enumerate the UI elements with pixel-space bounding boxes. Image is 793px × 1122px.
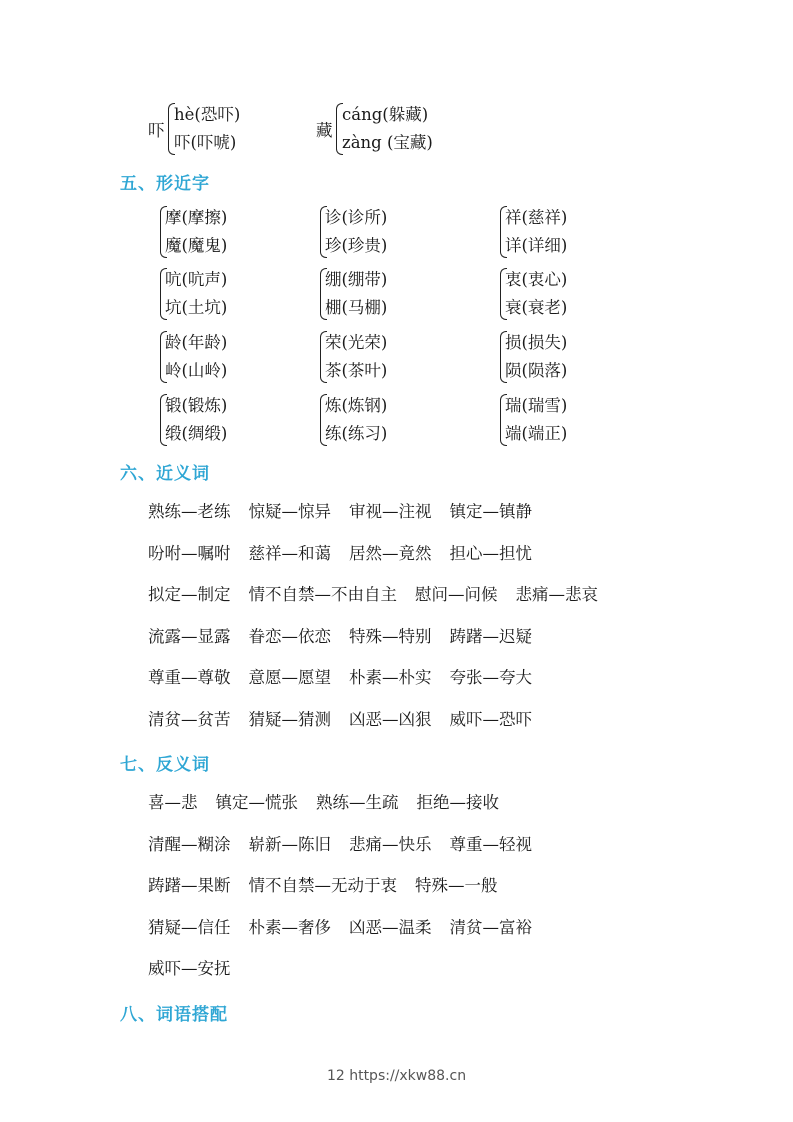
jinyi-pair: 情不自禁—不由自主: [248, 585, 397, 604]
xingjin-word: 缎(绸缎): [165, 424, 228, 443]
jinyi-pair: 惊疑—惊异: [248, 502, 331, 521]
fanyi-row: [148, 833, 550, 857]
fanyi-pair: 清醒—糊涂: [148, 834, 231, 854]
fanyi-pair: 朴素—奢侈: [248, 917, 331, 937]
xingjin-word: 诊(诊所): [325, 208, 388, 227]
duoyin-char: 藏: [316, 121, 333, 140]
jinyi-pair: 踌躇—迟疑: [449, 626, 532, 646]
xingjin-word: 祥(慈祥): [505, 208, 568, 227]
fanyi-pair: 尊重—轻视: [449, 834, 532, 854]
jinyi-pair: 镇定—镇静: [449, 502, 532, 521]
fanyi-row: [148, 916, 550, 940]
xingjin-word: 龄(年龄): [165, 333, 228, 352]
page-footer: 12 https://xkw88.cn: [326, 1068, 467, 1084]
jinyi-pair: 担心—担忧: [449, 543, 532, 563]
fanyi-pair: 崭新—陈旧: [248, 834, 331, 854]
fanyi-pair: 特殊—一般: [415, 876, 498, 895]
fanyi-pair: 清贫—富裕: [449, 917, 532, 937]
jinyi-pair: 朴素—朴实: [349, 668, 432, 687]
jinyi-row: [148, 542, 550, 566]
duoyin-reading-1: cáng(躲藏): [342, 105, 429, 124]
xingjin-word: 棚(马棚): [325, 298, 388, 317]
xingjin-word: 魔(魔鬼): [165, 236, 228, 255]
jinyi-pair: 意愿—愿望: [248, 668, 331, 687]
jinyi-pair: 流露—显露: [148, 626, 231, 646]
xingjin-word: 损(损失): [505, 333, 568, 352]
fanyi-pair: 情不自禁—无动于衷: [248, 876, 397, 895]
jinyi-pair: 夸张—夸大: [449, 668, 532, 687]
jinyi-pair: 凶恶—凶狠: [349, 709, 432, 729]
fanyi-pair: 镇定—慌张: [215, 793, 298, 812]
jinyi-row: [148, 500, 550, 524]
fanyi-pair: 悲痛—快乐: [349, 834, 432, 854]
fanyi-row: [148, 957, 249, 981]
fanyi-row: [148, 874, 516, 898]
jinyi-pair: 威吓—恐吓: [449, 709, 532, 729]
xingjin-word: 端(端正): [505, 424, 568, 443]
xingjin-word: 茶(茶叶): [325, 361, 388, 380]
jinyi-pair: 慈祥—和蔼: [248, 543, 331, 563]
xingjin-word: 绷(绷带): [325, 270, 388, 289]
jinyi-pair: 居然—竟然: [349, 543, 432, 563]
duoyin-reading-2: 吓(吓唬): [174, 133, 237, 152]
fanyi-pair: 喜—悲: [148, 793, 198, 812]
duoyin-reading-1: hè(恐吓): [174, 105, 241, 124]
xingjin-word: 瑞(瑞雪): [505, 396, 568, 415]
xingjin-word: 吭(吭声): [165, 270, 228, 289]
xingjin-word: 衷(衷心): [505, 270, 568, 289]
jinyi-pair: 特殊—特别: [349, 626, 432, 646]
jinyi-pair: 吩咐—嘱咐: [148, 543, 231, 563]
jinyi-pair: 尊重—尊敬: [148, 668, 231, 687]
section-heading-dapei: 八、词语搭配: [120, 1005, 228, 1025]
xingjin-word: 练(练习): [325, 424, 388, 443]
jinyi-pair: 慰问—问候: [415, 585, 498, 604]
fanyi-pair: 威吓—安抚: [148, 959, 231, 978]
duoyin-reading-2: zàng (宝藏): [342, 133, 433, 152]
jinyi-row: [148, 708, 550, 732]
section-heading-xingjin: 五、形近字: [120, 174, 210, 194]
jinyi-row: [148, 666, 550, 690]
jinyi-row: [148, 625, 550, 649]
xingjin-word: 珍(珍贵): [325, 236, 388, 255]
jinyi-pair: 审视—注视: [349, 502, 432, 521]
jinyi-pair: 悲痛—悲哀: [515, 585, 598, 604]
xingjin-word: 锻(锻炼): [165, 396, 228, 415]
xingjin-word: 炼(炼钢): [325, 396, 388, 415]
section-heading-jinyi: 六、近义词: [120, 464, 210, 484]
section-heading-fanyi: 七、反义词: [120, 755, 210, 775]
jinyi-pair: 清贫—贫苦: [148, 709, 231, 729]
xingjin-word: 摩(摩擦): [165, 208, 228, 227]
fanyi-pair: 猜疑—信任: [148, 917, 231, 937]
fanyi-pair: 踌躇—果断: [148, 876, 231, 895]
jinyi-pair: 拟定—制定: [148, 585, 231, 604]
jinyi-row: [148, 583, 616, 607]
xingjin-word: 衰(衰老): [505, 298, 568, 317]
xingjin-word: 岭(山岭): [165, 361, 228, 380]
xingjin-word: 陨(陨落): [505, 361, 568, 380]
fanyi-pair: 拒绝—接收: [416, 793, 499, 812]
jinyi-pair: 眷恋—依恋: [248, 626, 331, 646]
fanyi-pair: 熟练—生疏: [316, 793, 399, 812]
jinyi-pair: 熟练—老练: [148, 502, 231, 521]
xingjin-word: 详(详细): [505, 236, 568, 255]
jinyi-pair: 猜疑—猜测: [248, 709, 331, 729]
xingjin-word: 荣(光荣): [325, 333, 388, 352]
fanyi-pair: 凶恶—温柔: [349, 917, 432, 937]
fanyi-row: [148, 791, 517, 815]
duoyin-char: 吓: [148, 121, 165, 140]
xingjin-word: 坑(土坑): [165, 298, 228, 317]
